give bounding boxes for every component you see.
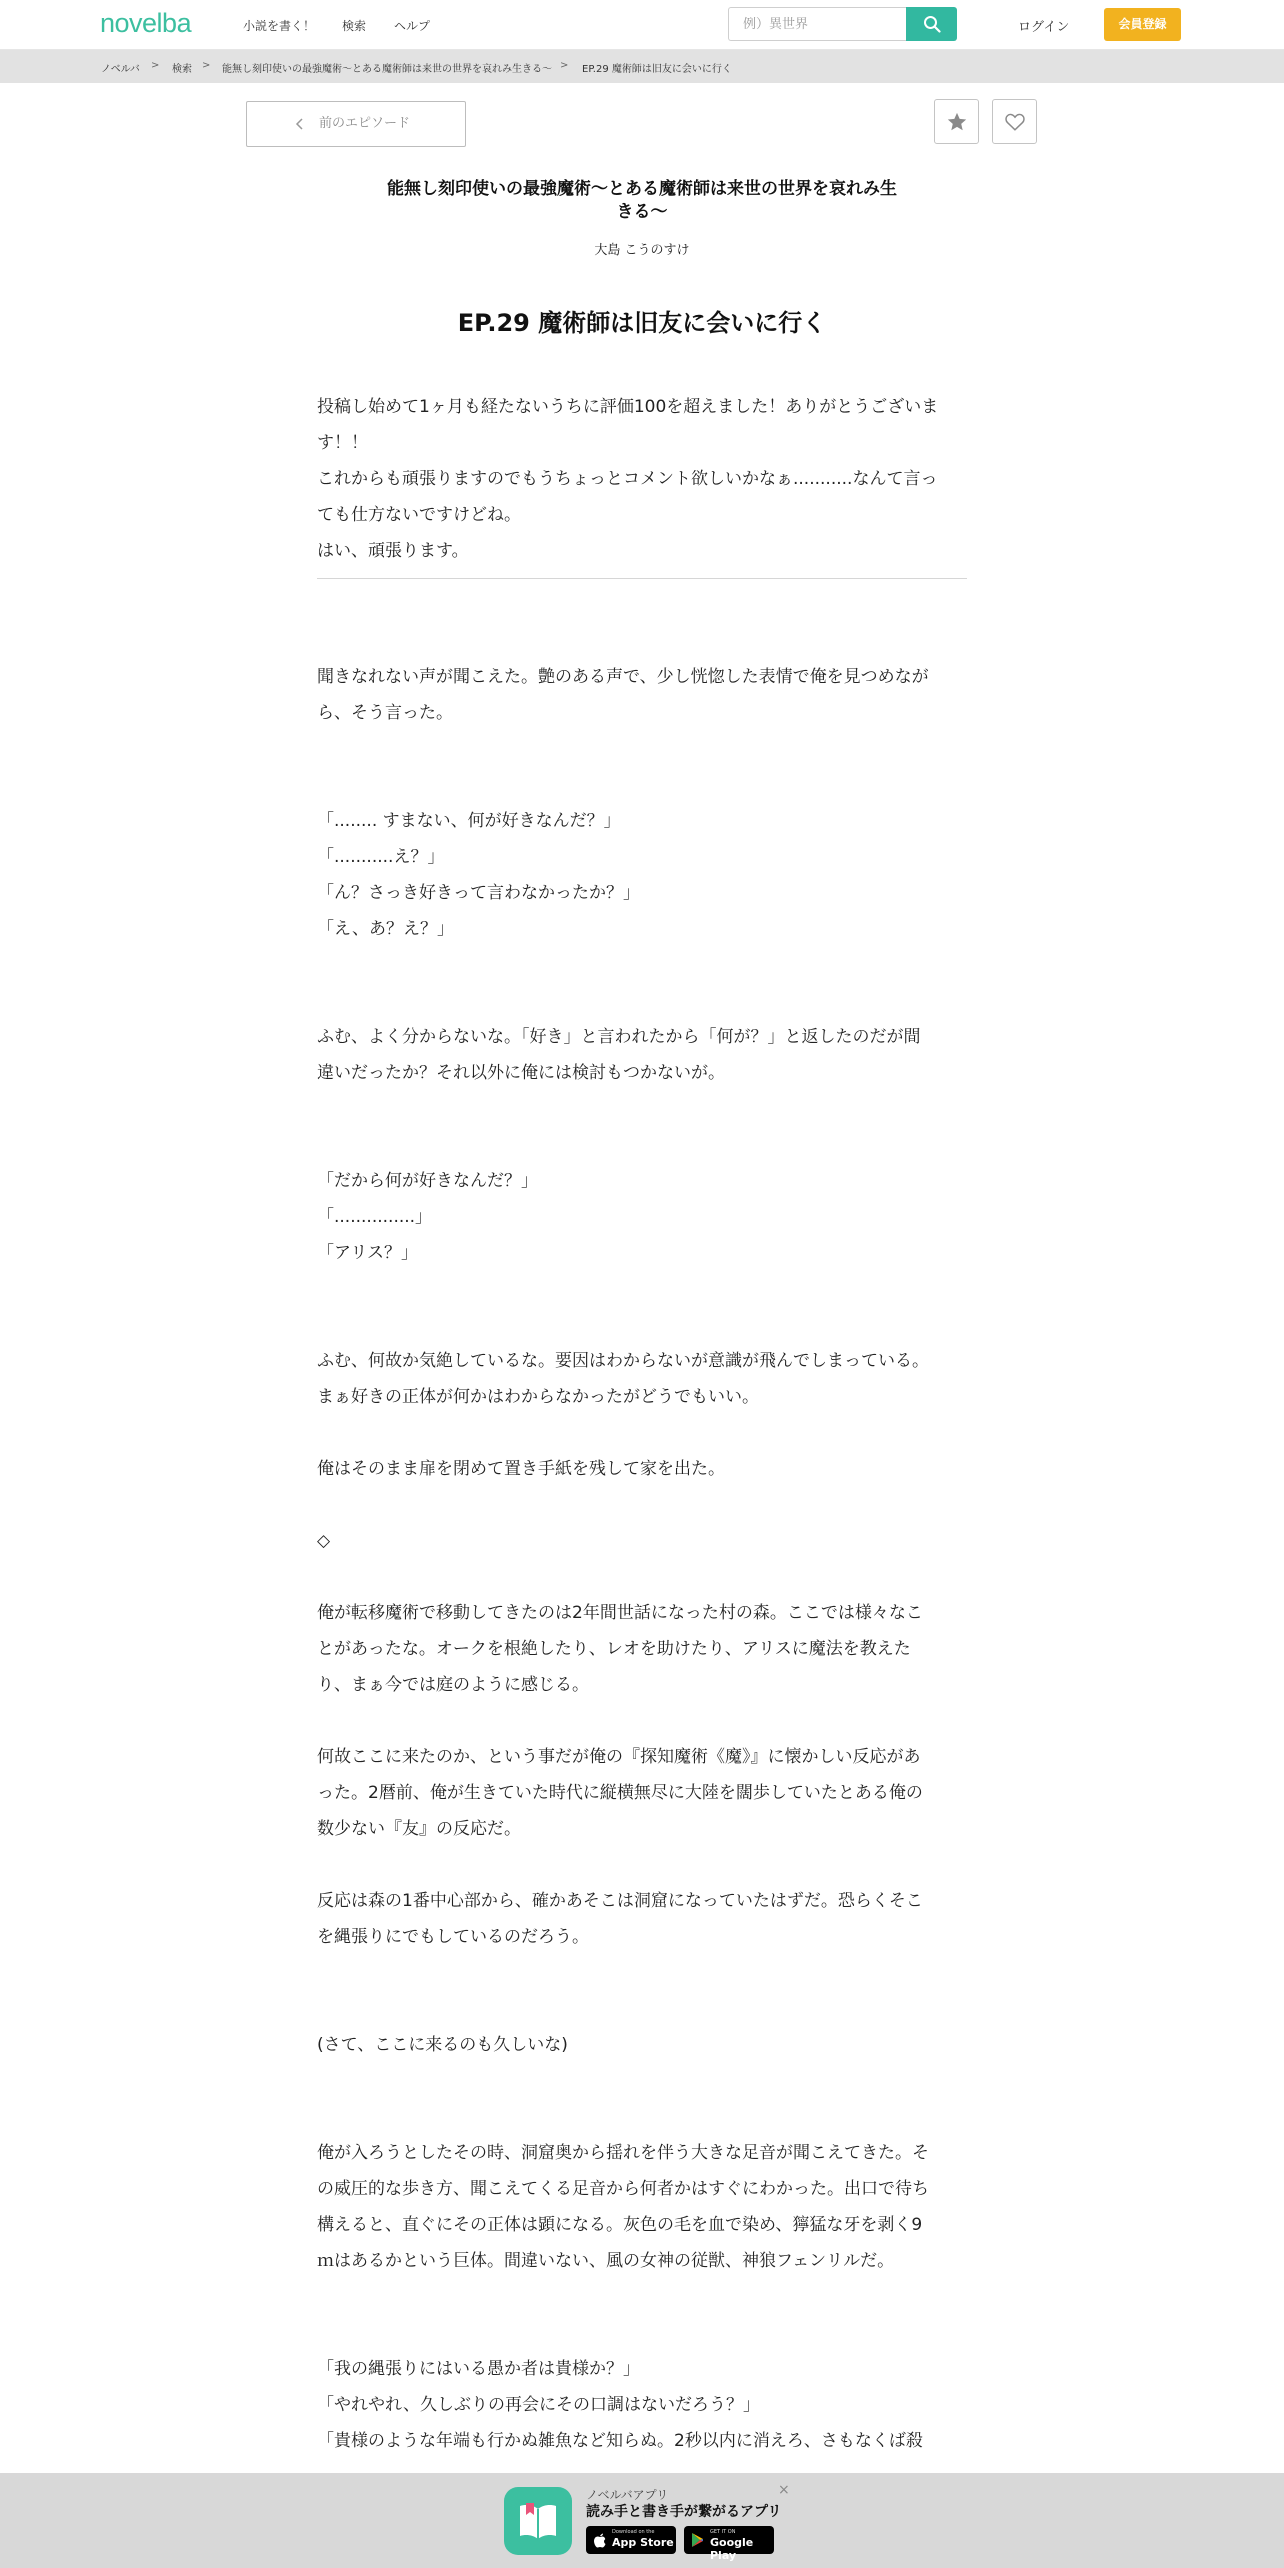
text-line: ふむ、何故か気絶しているな。要因はわからないが意識が飛んでしまっている。 bbox=[317, 1351, 929, 1371]
site-logo[interactable]: novelba bbox=[100, 8, 192, 38]
text-line: 「........ すまない、何が好きなんだ？」 bbox=[317, 811, 621, 831]
text-line: の威圧的な歩き方、聞こえてくる足音から何者かはすぐにわかった。出口で待ち bbox=[317, 2179, 929, 2199]
breadcrumb-search[interactable]: 検索 bbox=[172, 64, 192, 75]
nav-help[interactable]: ヘルプ bbox=[394, 19, 431, 33]
text-line: 「...........え？」 bbox=[317, 847, 445, 867]
body-paragraph bbox=[317, 2351, 967, 2459]
body-paragraph bbox=[317, 1343, 967, 1415]
text-line: す！！ bbox=[317, 433, 368, 453]
text-line: 違いだったか？それ以外に俺には検討もつかないが。 bbox=[317, 1063, 725, 1083]
text-line: 「貴様のような年端も行かぬ雑魚など知らぬ。2秒以内に消えろ、さもなくば殺 bbox=[317, 2431, 923, 2451]
body-paragraph bbox=[317, 1163, 967, 1271]
login-link[interactable]: ログイン bbox=[1018, 20, 1070, 35]
text-line: 反応は森の1番中心部から、確かあそこは洞窟になっていたはずだ。恐らくそこ bbox=[317, 1891, 923, 1911]
app-name: ノベルバアプリ bbox=[586, 2488, 669, 2502]
novel-title-line: 能無し刻印使いの最強魔術〜とある魔術師は来世の世界を哀れみ生 bbox=[387, 179, 897, 199]
text-line: 「ん？さっき好きって言わなかったか？」 bbox=[317, 883, 640, 903]
text-line: 構えると、直ぐにその正体は顕になる。灰色の毛を血で染め、獰猛な牙を剥く9 bbox=[317, 2215, 923, 2235]
site-header bbox=[0, 0, 1284, 50]
app-store-badge[interactable] bbox=[586, 2526, 676, 2554]
text-line: 俺はそのまま扉を閉めて置き手紙を残して家を出た。 bbox=[317, 1459, 725, 1479]
app-store-label: App Store bbox=[612, 2536, 674, 2549]
text-line: ◇ bbox=[317, 1531, 331, 1551]
book-icon bbox=[516, 2500, 560, 2542]
novel-title[interactable] bbox=[362, 178, 922, 224]
text-line: まぁ好きの正体が何かはわからなかったがどうでもいい。 bbox=[317, 1387, 759, 1407]
breadcrumb-novel[interactable]: 能無し刻印使いの最強魔術〜とある魔術師は来世の世界を哀れみ生きる〜 bbox=[222, 64, 552, 75]
text-line: ｍはあるかという巨体。間違いない、風の女神の従獣、神狼フェンリルだ。 bbox=[317, 2251, 895, 2271]
body-paragraph bbox=[317, 803, 967, 947]
favorite-star-button[interactable] bbox=[934, 99, 979, 144]
author-name[interactable]: 大島 こうのすけ bbox=[594, 243, 690, 258]
body-paragraph bbox=[317, 2027, 967, 2063]
register-button[interactable]: 会員登録 bbox=[1104, 8, 1181, 41]
search-button[interactable] bbox=[906, 7, 957, 41]
app-icon[interactable] bbox=[504, 2487, 572, 2555]
text-line: 「やれやれ、久しぶりの再会にその口調はないだろう？」 bbox=[317, 2395, 761, 2415]
google-play-small-text: GET IT ON bbox=[710, 2529, 736, 2535]
body-paragraph bbox=[317, 2135, 967, 2279]
text-line: 「我の縄張りにはいる愚か者は貴様か？」 bbox=[317, 2359, 640, 2379]
episode-title: EP.29 魔術師は旧友に会いに行く bbox=[457, 309, 827, 337]
body-paragraph bbox=[317, 1883, 967, 1955]
breadcrumb-separator: > bbox=[202, 60, 211, 71]
text-line: を縄張りにでもしているのだろう。 bbox=[317, 1927, 589, 1947]
text-line: 「え、あ？え？」 bbox=[317, 919, 455, 939]
app-download-banner bbox=[0, 2473, 1284, 2568]
google-play-badge[interactable] bbox=[684, 2526, 774, 2562]
preface-text bbox=[317, 389, 967, 569]
prev-episode-label: 前のエピソード bbox=[319, 116, 411, 131]
nav-write-novel[interactable]: 小説を書く！ bbox=[243, 19, 316, 33]
text-line: 「アリス？」 bbox=[317, 1243, 418, 1263]
breadcrumb-current-episode: EP.29 魔術師は旧友に会いに行く bbox=[582, 64, 732, 75]
text-line: 数少ない『友』の反応だ。 bbox=[317, 1819, 521, 1839]
text-line: った。2暦前、俺が生きていた時代に縦横無尽に大陸を闊歩していたとある俺の bbox=[317, 1783, 923, 1803]
novel-title-line: きる〜 bbox=[616, 202, 668, 222]
text-line: り、まぁ今では庭のように感じる。 bbox=[317, 1675, 589, 1695]
preface-divider bbox=[317, 578, 967, 579]
scene-break bbox=[317, 1523, 967, 1559]
text-line: とがあったな。オークを根絶したり、レオを助けたり、アリスに魔法を教えた bbox=[317, 1639, 911, 1659]
body-paragraph bbox=[317, 1595, 967, 1703]
body-paragraph bbox=[317, 1451, 967, 1487]
search-input[interactable] bbox=[728, 7, 906, 41]
app-tagline: 読み手と書き手が繋がるアプリ bbox=[586, 2504, 782, 2520]
search-icon bbox=[923, 15, 941, 33]
body-paragraph bbox=[317, 659, 967, 731]
body-paragraph bbox=[317, 1739, 967, 1847]
text-line: (さて、ここに来るのも久しいな) bbox=[317, 2035, 568, 2055]
heart-icon bbox=[1004, 111, 1026, 133]
text-line: 俺が転移魔術で移動してきたのは2年間世話になった村の森。ここでは様々なこ bbox=[317, 1603, 923, 1623]
text-line: 聞きなれない声が聞こえた。艶のある声で、少し恍惚した表情で俺を見つめなが bbox=[317, 667, 929, 687]
text-line: 「だから何が好きなんだ？」 bbox=[317, 1171, 538, 1191]
text-line: ても仕方ないですけどね。 bbox=[317, 505, 521, 525]
text-line: ら、そう言った。 bbox=[317, 703, 453, 723]
star-icon bbox=[946, 111, 968, 133]
breadcrumb-home[interactable]: ノベルバ bbox=[101, 64, 140, 75]
text-line: ふむ、よく分からないな。「好き」と言われたから「何が？」と返したのだが間 bbox=[317, 1027, 921, 1047]
text-line: 「...............」 bbox=[317, 1207, 433, 1227]
apple-icon bbox=[593, 2532, 607, 2548]
app-store-small-text: Download on the bbox=[612, 2529, 655, 2535]
body-paragraph bbox=[317, 1019, 967, 1091]
breadcrumb-separator: > bbox=[560, 60, 569, 71]
nav-search[interactable]: 検索 bbox=[342, 19, 367, 33]
text-line: これからも頑張りますのでもうちょっとコメント欲しいかなぁ...........なんて言っ bbox=[317, 469, 938, 489]
close-icon[interactable]: × bbox=[778, 2482, 790, 2498]
breadcrumb bbox=[0, 50, 1284, 83]
text-line: 投稿し始めて1ヶ月も経たないうちに評価100を超えました！ありがとうございま bbox=[317, 397, 939, 417]
google-play-label: Google Play bbox=[710, 2536, 754, 2562]
text-line: はい、頑張ります。 bbox=[317, 541, 469, 561]
like-heart-button[interactable] bbox=[992, 99, 1037, 144]
breadcrumb-separator: > bbox=[151, 60, 160, 71]
google-play-icon bbox=[691, 2532, 705, 2548]
text-line: 何故ここに来たのか、という事だが俺の『探知魔術《魔》』に懐かしい反応があ bbox=[317, 1747, 921, 1767]
text-line: 俺が入ろうとしたその時、洞窟奥から揺れを伴う大きな足音が聞こえてきた。そ bbox=[317, 2143, 929, 2163]
prev-episode-button[interactable] bbox=[246, 101, 466, 147]
chevron-left-icon bbox=[295, 102, 305, 164]
